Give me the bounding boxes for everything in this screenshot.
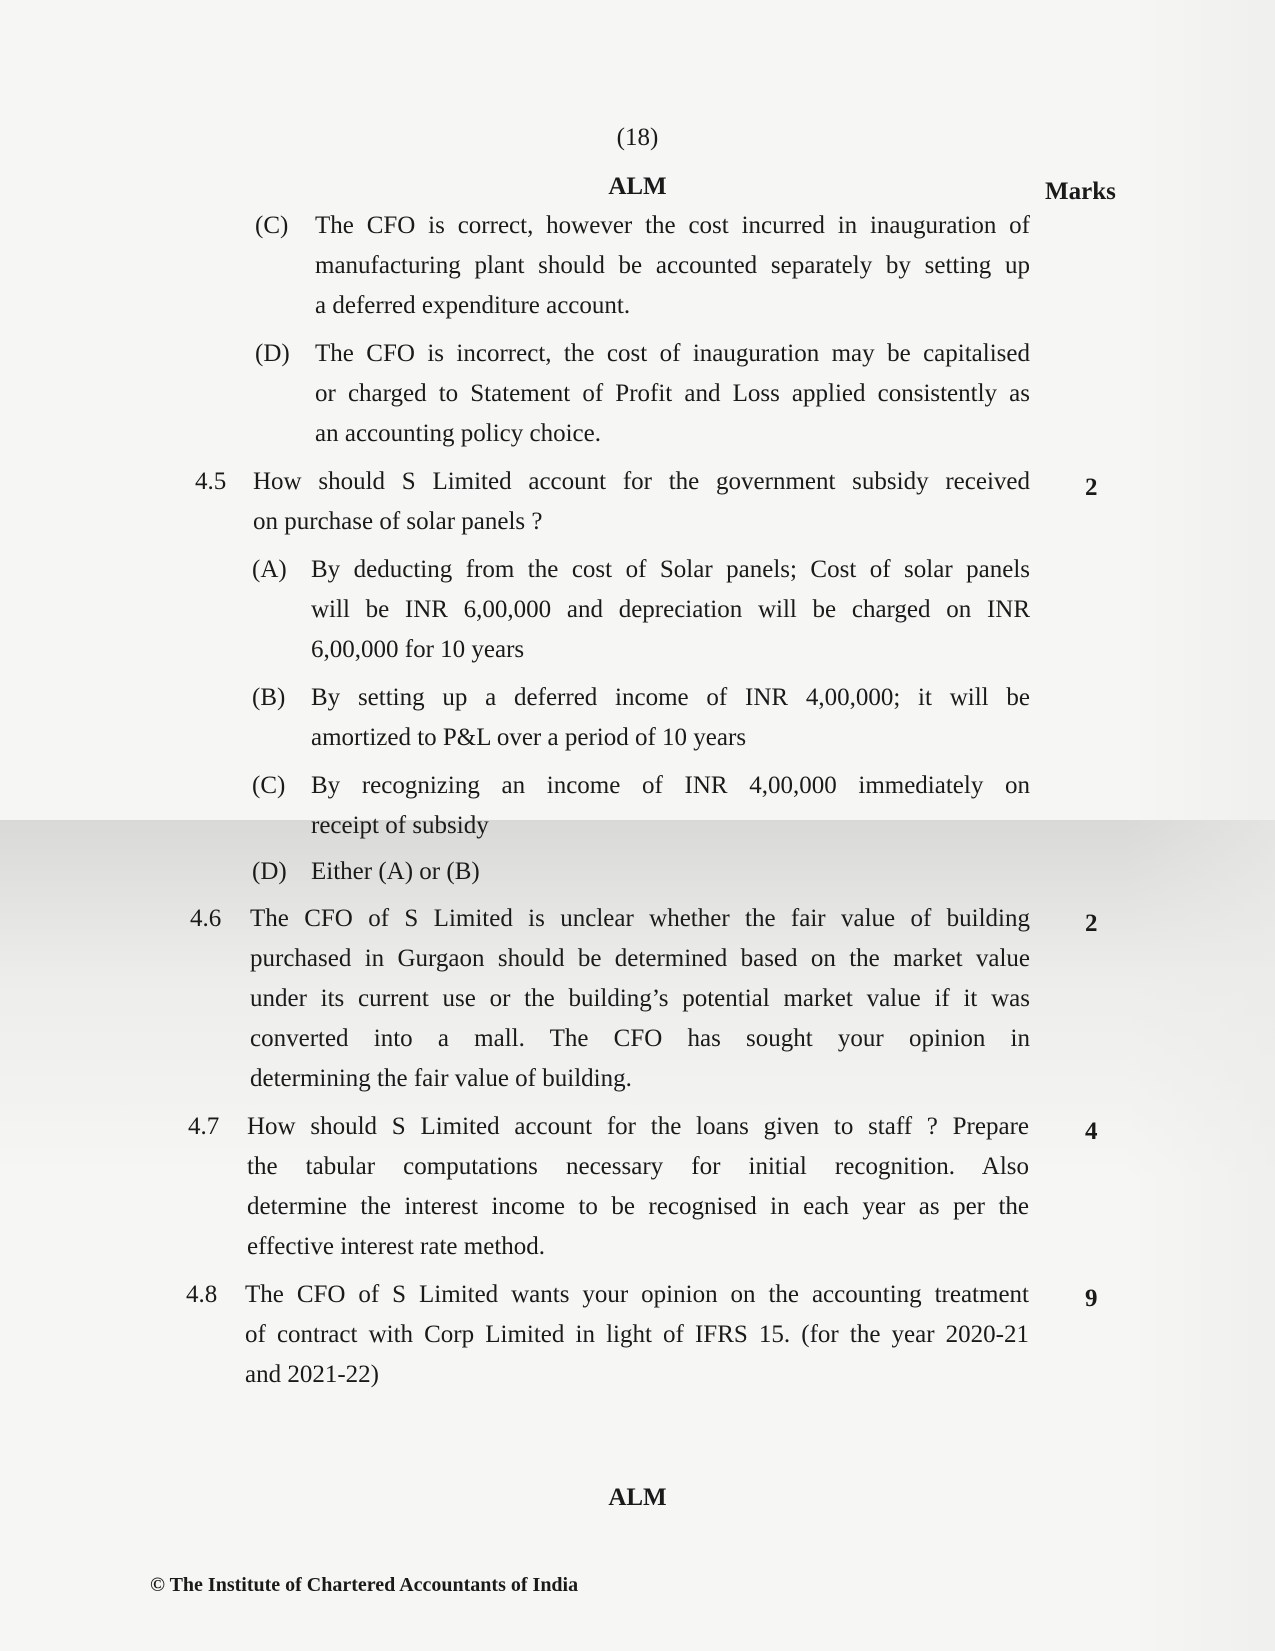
footer-title: ALM [608,1484,667,1511]
question-number: 4.8 [186,1281,218,1308]
option-line: amortized to P&L over a period of 10 years [311,724,747,751]
question-marks: 2 [1085,474,1098,501]
question-line: and 2021-22) [245,1361,379,1388]
question-line: of contract with Corp Limited in light of IFRS 15. (for the year 2020-21 [245,1321,1029,1348]
question-line: How should S Limited account for the loans given to staff ? Prepare [247,1113,1029,1140]
option-line: By setting up a deferred income of INR 4,00,000; it will be [311,684,1030,711]
question-number: 4.7 [188,1113,220,1140]
question-line: How should S Limited account for the government subsidy received [253,468,1030,495]
option-label: (D) [252,858,287,885]
option-line: By recognizing an income of INR 4,00,000 immediately on [311,772,1030,799]
option-label: (D) [255,340,290,367]
question-line: determine the interest income to be recognised in each year as per the [247,1193,1029,1220]
question-number: 4.5 [195,468,227,495]
page-number: (18) [616,124,659,151]
option-d-line-2: or charged to Statement of Profit and Loss applied consistently as [315,380,1030,407]
option-label: (B) [252,684,286,711]
question-line: The CFO of S Limited is unclear whether the fair value of building [250,905,1030,932]
scan-edge [1125,0,1275,1651]
header-title: ALM [608,173,667,200]
option-label: (C) [255,212,289,239]
question-line: on purchase of solar panels ? [253,508,543,535]
question-line: under its current use or the building’s potential market value if it was [250,985,1030,1012]
question-line: effective interest rate method. [247,1233,546,1260]
option-d-line-1: The CFO is incorrect, the cost of inauguration may be capitalised [315,340,1030,367]
question-line: converted into a mall. The CFO has sought your opinion in [250,1025,1030,1052]
option-c-line-3: a deferred expenditure account. [315,292,631,319]
question-line: the tabular computations necessary for initial recognition. Also [247,1153,1029,1180]
question-line: The CFO of S Limited wants your opinion on the accounting treatment [245,1281,1029,1308]
option-c-line-2: manufacturing plant should be accounted separately by setting up [315,252,1030,279]
copyright-notice: © The Institute of Chartered Accountants of India [150,1574,579,1596]
option-line: receipt of subsidy [311,812,489,839]
question-line: purchased in Gurgaon should be determined based on the market value [250,945,1030,972]
option-c-line-1: The CFO is correct, however the cost incurred in inauguration of [315,212,1030,239]
option-d-line-3: an accounting policy choice. [315,420,601,447]
question-marks: 9 [1085,1285,1098,1312]
option-line: 6,00,000 for 10 years [311,636,525,663]
question-marks: 4 [1085,1118,1098,1145]
question-line: determining the fair value of building. [250,1065,632,1092]
option-label: (A) [252,556,287,583]
marks-heading: Marks [1045,178,1116,205]
question-marks: 2 [1085,910,1098,937]
option-line: By deducting from the cost of Solar panels; Cost of solar panels [311,556,1030,583]
question-number: 4.6 [190,905,222,932]
option-line: will be INR 6,00,000 and depreciation will be charged on INR [311,596,1030,623]
option-label: (C) [252,772,286,799]
option-line: Either (A) or (B) [311,858,480,885]
